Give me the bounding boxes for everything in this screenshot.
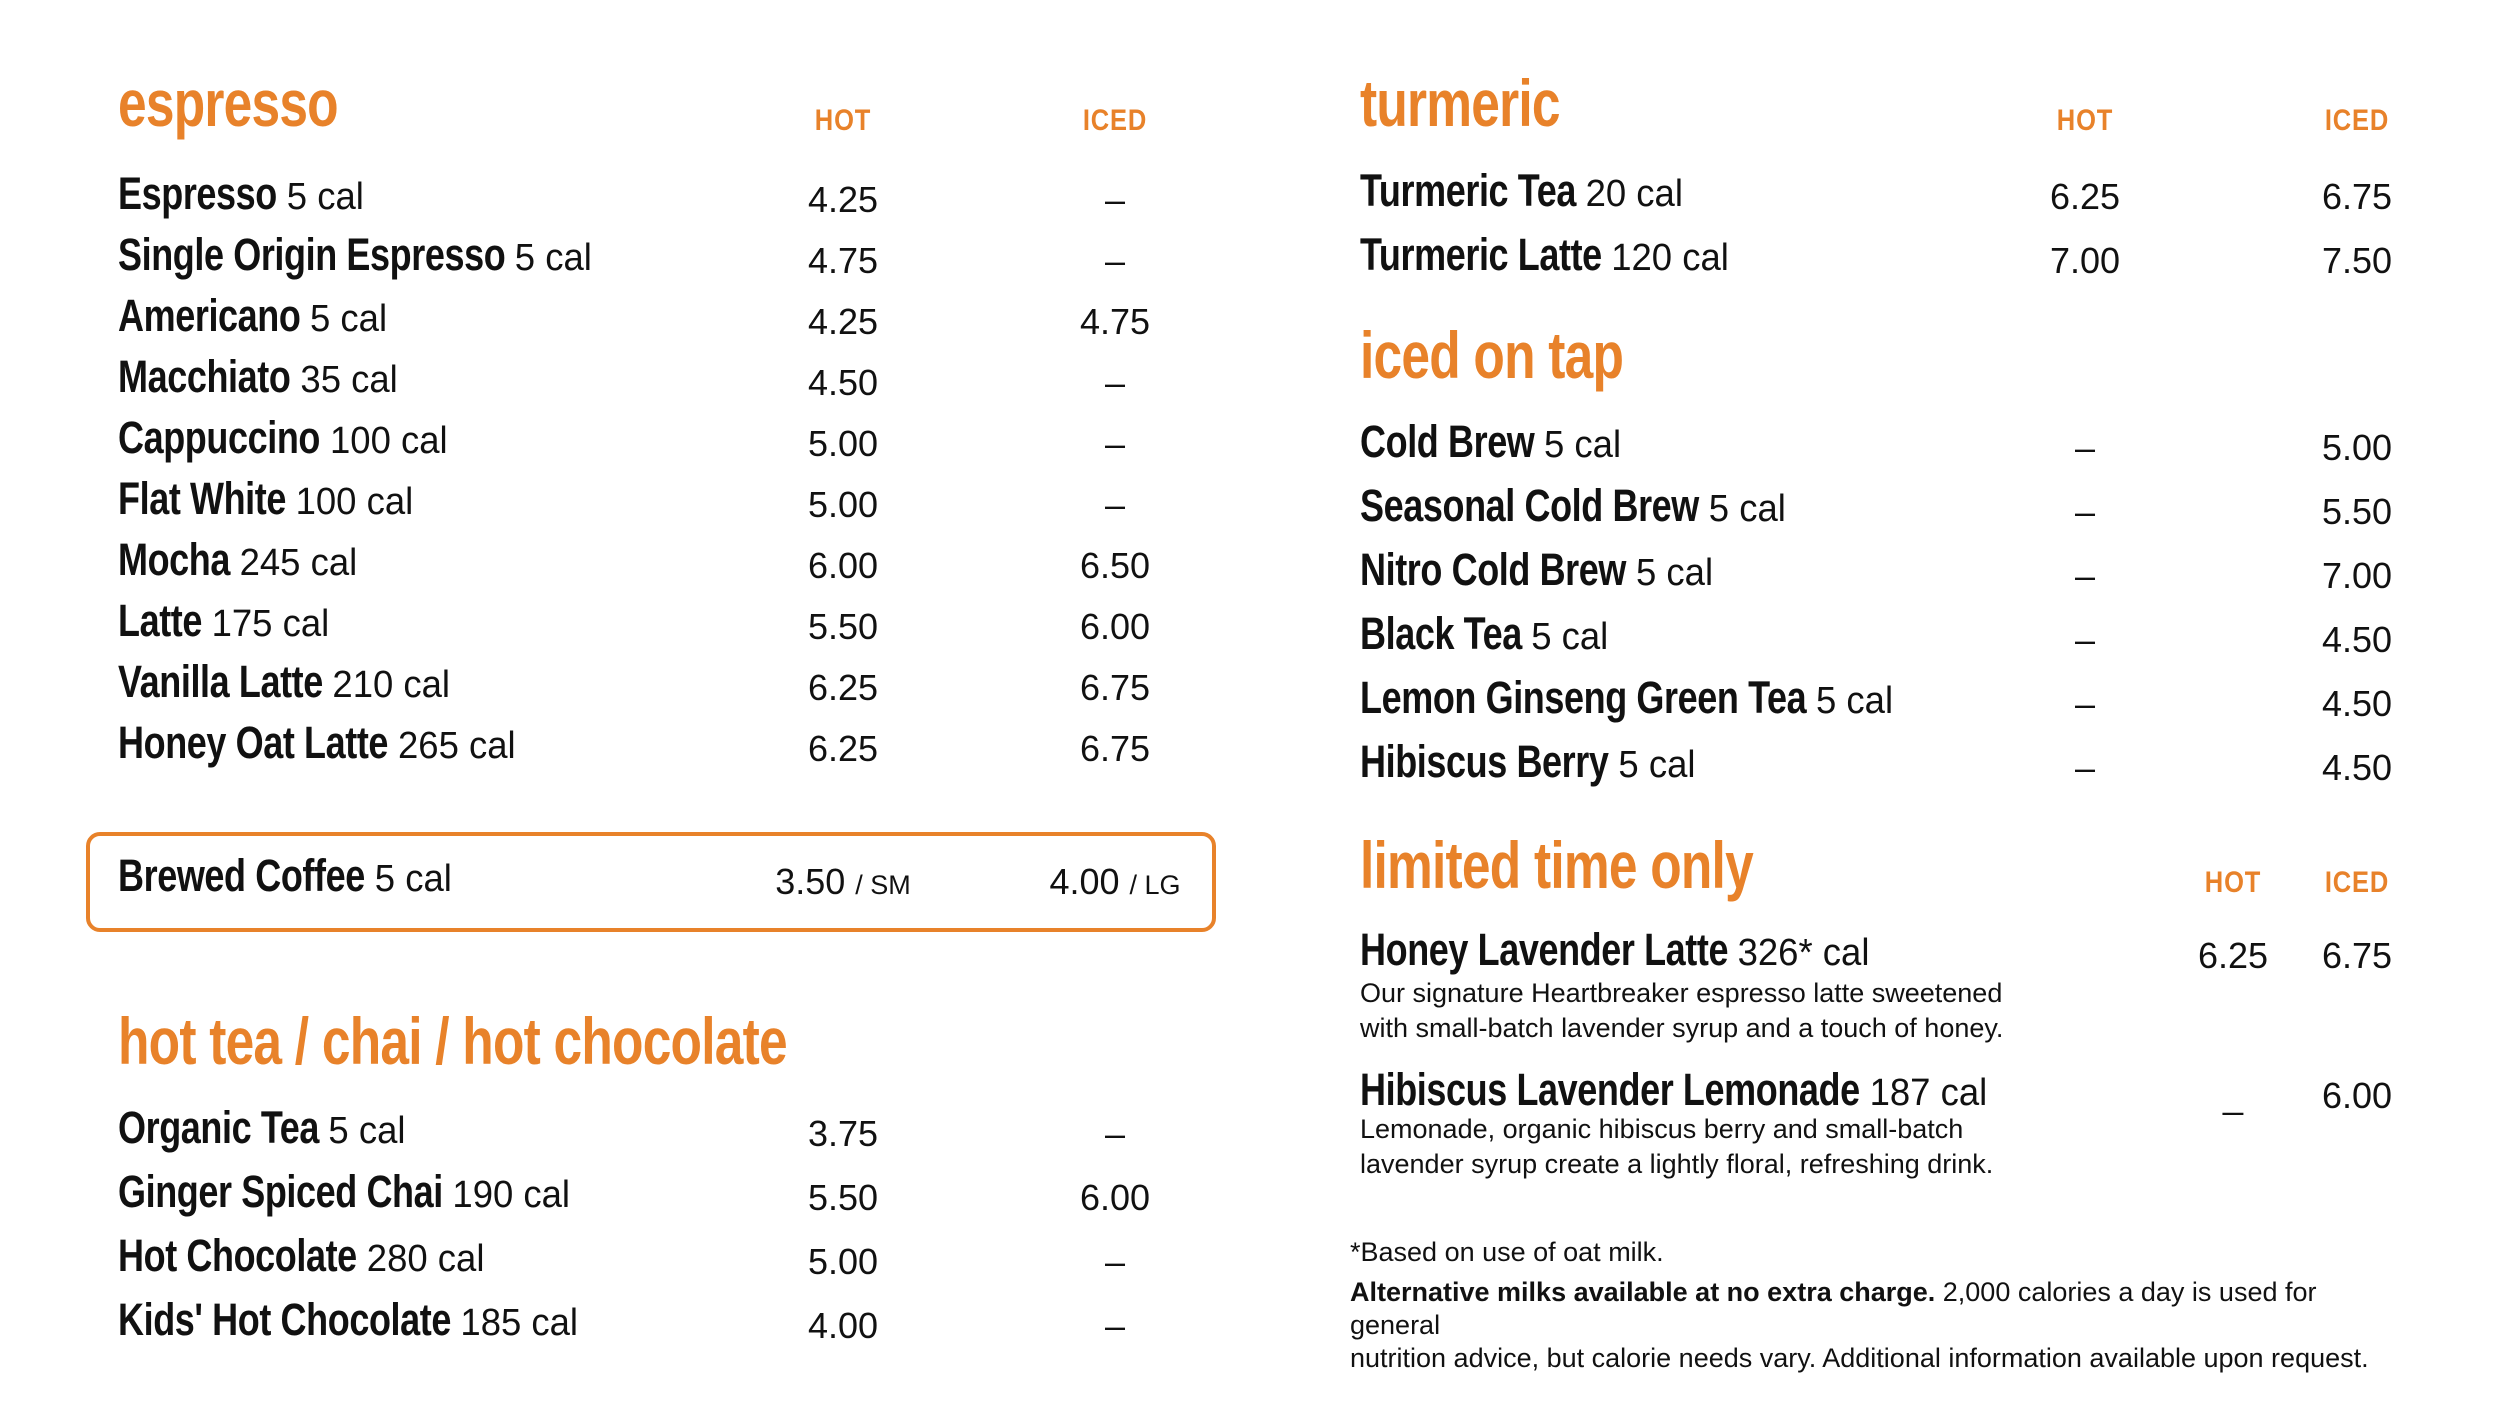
espresso-hot-header: HOT	[814, 104, 872, 137]
menu-item-nitro-cold-brew	[1360, 546, 2400, 606]
hot-price: –	[2074, 555, 2096, 596]
item-cal: 100 cal	[329, 420, 448, 462]
item-name: Single Origin Espresso	[118, 229, 506, 280]
iced-price: –	[1104, 1241, 1126, 1282]
menu-item-americano	[118, 292, 1208, 352]
menu-item-ginger-spiced-chai	[118, 1168, 1208, 1228]
turmeric-iced-header: ICED	[2324, 104, 2390, 137]
iced-price: –	[1104, 362, 1126, 403]
turmeric-title: turmeric	[1360, 66, 1560, 140]
item-cal: 5 cal	[310, 298, 388, 340]
item-name: Turmeric Latte	[1360, 229, 1602, 280]
limited-hot-header: HOT	[2204, 866, 2262, 899]
hot-price: –	[2074, 683, 2096, 724]
item-name: Hibiscus Lavender Lemonade	[1360, 1064, 1860, 1115]
iced-price: 6.75	[1079, 728, 1151, 769]
iced-on-tap-title: iced on tap	[1360, 318, 1624, 392]
item-name: Cappuccino	[118, 412, 321, 463]
item-name: Americano	[118, 290, 301, 341]
item-name: Espresso	[118, 168, 277, 219]
item-cal: 35 cal	[300, 359, 398, 401]
iced-price: 5.00	[2321, 427, 2393, 468]
item-cal: 5 cal	[286, 176, 364, 218]
honey-lavender-description: Our signature Heartbreaker espresso latte sweetened with small-batch lavender syrup and a touch of honey.	[1360, 978, 2004, 1043]
item-name: Vanilla Latte	[118, 656, 323, 707]
item-cal: 5 cal	[514, 237, 592, 279]
hot-price: 6.25	[2049, 176, 2121, 217]
hot-tea-title: hot tea / chai / hot chocolate	[118, 1004, 787, 1078]
hot-price: 6.00	[807, 545, 879, 586]
iced-price: 6.75	[2321, 176, 2393, 217]
item-name: Turmeric Tea	[1360, 165, 1576, 216]
alternative-milks-footnote: Alternative milks available at no extra charge. 2,000 calories a day is used for general nutrition advice, but calorie needs vary. Additional information available upon request.	[1350, 1277, 2369, 1373]
item-cal: 280 cal	[366, 1238, 485, 1280]
hot-price: 5.00	[807, 1241, 879, 1282]
item-name: Seasonal Cold Brew	[1360, 480, 1699, 531]
item-name: Honey Lavender Latte	[1360, 924, 1729, 975]
hot-price: 4.25	[807, 179, 879, 220]
item-name: Cold Brew	[1360, 416, 1535, 467]
item-name: Lemon Ginseng Green Tea	[1360, 672, 1807, 723]
menu-item-vanilla-latte	[118, 658, 1208, 718]
hot-price: –	[2074, 491, 2096, 532]
item-cal: 187 cal	[1869, 1072, 1988, 1114]
item-name: Hibiscus Berry	[1360, 736, 1609, 787]
menu-item-turmeric-latte	[1360, 231, 2400, 291]
turmeric-hot-header: HOT	[2056, 104, 2114, 137]
iced-price: 4.50	[2321, 619, 2393, 660]
hot-price: 6.25	[807, 667, 879, 708]
item-name: Nitro Cold Brew	[1360, 544, 1627, 595]
menu-item-kids-hot-chocolate	[118, 1296, 1208, 1356]
menu-item-cappuccino	[118, 414, 1208, 474]
hot-price: 6.25	[807, 728, 879, 769]
item-name: Macchiato	[118, 351, 291, 402]
hot-price: 6.25	[2197, 935, 2269, 976]
iced-price: 5.50	[2321, 491, 2393, 532]
item-cal: 175 cal	[211, 603, 330, 645]
menu-item-turmeric-tea	[1360, 167, 2400, 227]
iced-price: –	[1104, 423, 1126, 464]
item-cal: 5 cal	[1531, 616, 1609, 658]
iced-price: –	[1104, 240, 1126, 281]
hot-price: 4.25	[807, 301, 879, 342]
hot-price: –	[2074, 619, 2096, 660]
large-price: 4.00 / LG	[1049, 861, 1181, 902]
iced-price: 4.75	[1079, 301, 1151, 342]
hibiscus-lemonade-description: Lemonade, organic hibiscus berry and small-batch lavender syrup create a lightly floral, refreshing drink.	[1360, 1114, 1994, 1179]
item-name: Ginger Spiced Chai	[118, 1166, 443, 1217]
hot-price: –	[2074, 427, 2096, 468]
menu-item-mocha	[118, 536, 1208, 596]
limited-iced-header: ICED	[2324, 866, 2390, 899]
menu-item-hibiscus-berry	[1360, 738, 2400, 798]
item-name: Black Tea	[1360, 608, 1522, 659]
limited-time-title: limited time only	[1360, 828, 1753, 902]
item-cal: 100 cal	[295, 481, 414, 523]
hot-price: –	[2074, 747, 2096, 788]
item-name: Honey Oat Latte	[118, 717, 389, 768]
hot-price: 5.00	[807, 423, 879, 464]
item-cal: 5 cal	[1815, 680, 1893, 722]
item-name: Mocha	[118, 534, 231, 585]
iced-price: –	[1104, 1113, 1126, 1154]
iced-price: 4.50	[2321, 683, 2393, 724]
item-cal: 210 cal	[332, 664, 451, 706]
hot-price: _	[2222, 1075, 2244, 1116]
item-cal: 5 cal	[1635, 552, 1713, 594]
iced-price: –	[1104, 1305, 1126, 1346]
item-cal: 5 cal	[328, 1110, 406, 1152]
menu-item-lemon-ginseng-green-tea	[1360, 674, 2400, 734]
hot-price: 4.00	[807, 1305, 879, 1346]
iced-price: 4.50	[2321, 747, 2393, 788]
item-cal: 5 cal	[374, 858, 452, 900]
iced-price: 7.50	[2321, 240, 2393, 281]
menu-item-hot-chocolate	[118, 1232, 1208, 1292]
menu-item-organic-tea	[118, 1104, 1208, 1164]
item-name: Latte	[118, 595, 203, 646]
iced-price: 6.75	[1079, 667, 1151, 708]
iced-price: 6.00	[1079, 1177, 1151, 1218]
item-name: Hot Chocolate	[118, 1230, 357, 1281]
hot-price: 5.00	[807, 484, 879, 525]
hot-price: 3.75	[807, 1113, 879, 1154]
item-cal: 5 cal	[1708, 488, 1786, 530]
hot-price: 7.00	[2049, 240, 2121, 281]
small-price: 3.50 / SM	[775, 861, 911, 902]
hot-price: 5.50	[807, 1177, 879, 1218]
item-cal: 265 cal	[397, 725, 516, 767]
menu-item-cold-brew	[1360, 418, 2400, 478]
hot-price: 4.75	[807, 240, 879, 281]
iced-price: 6.50	[1079, 545, 1151, 586]
menu-item-seasonal-cold-brew	[1360, 482, 2400, 542]
menu-item-black-tea	[1360, 610, 2400, 670]
oat-milk-footnote: *Based on use of oat milk.	[1350, 1237, 1664, 1267]
menu-item-macchiato	[118, 353, 1208, 413]
espresso-title: espresso	[118, 66, 338, 140]
item-cal: 20 cal	[1585, 173, 1683, 215]
item-name: Kids' Hot Chocolate	[118, 1294, 451, 1345]
iced-price: –	[1104, 179, 1126, 220]
menu-item-brewed-coffee	[118, 852, 1208, 912]
item-name: Brewed Coffee	[118, 850, 365, 901]
menu-item-flat-white	[118, 475, 1208, 535]
item-cal: 245 cal	[239, 542, 358, 584]
menu-item-honey-oat-latte	[118, 719, 1208, 779]
iced-price: 7.00	[2321, 555, 2393, 596]
iced-price: –	[1104, 484, 1126, 525]
iced-price: 6.00	[2321, 1075, 2393, 1116]
item-cal: 5 cal	[1544, 424, 1622, 466]
espresso-iced-header: ICED	[1082, 104, 1148, 137]
menu-item-single-origin-espresso	[118, 231, 1208, 291]
hot-price: 4.50	[807, 362, 879, 403]
item-cal: 190 cal	[452, 1174, 571, 1216]
iced-price: 6.75	[2321, 935, 2393, 976]
item-name: Organic Tea	[118, 1102, 320, 1153]
menu-item-espresso	[118, 170, 1208, 230]
item-cal: 185 cal	[460, 1302, 579, 1344]
item-cal: 5 cal	[1618, 744, 1696, 786]
item-cal: 326* cal	[1737, 932, 1870, 974]
item-cal: 120 cal	[1611, 237, 1730, 279]
item-name: Flat White	[118, 473, 286, 524]
hot-price: 5.50	[807, 606, 879, 647]
iced-price: 6.00	[1079, 606, 1151, 647]
menu-item-latte	[118, 597, 1208, 657]
